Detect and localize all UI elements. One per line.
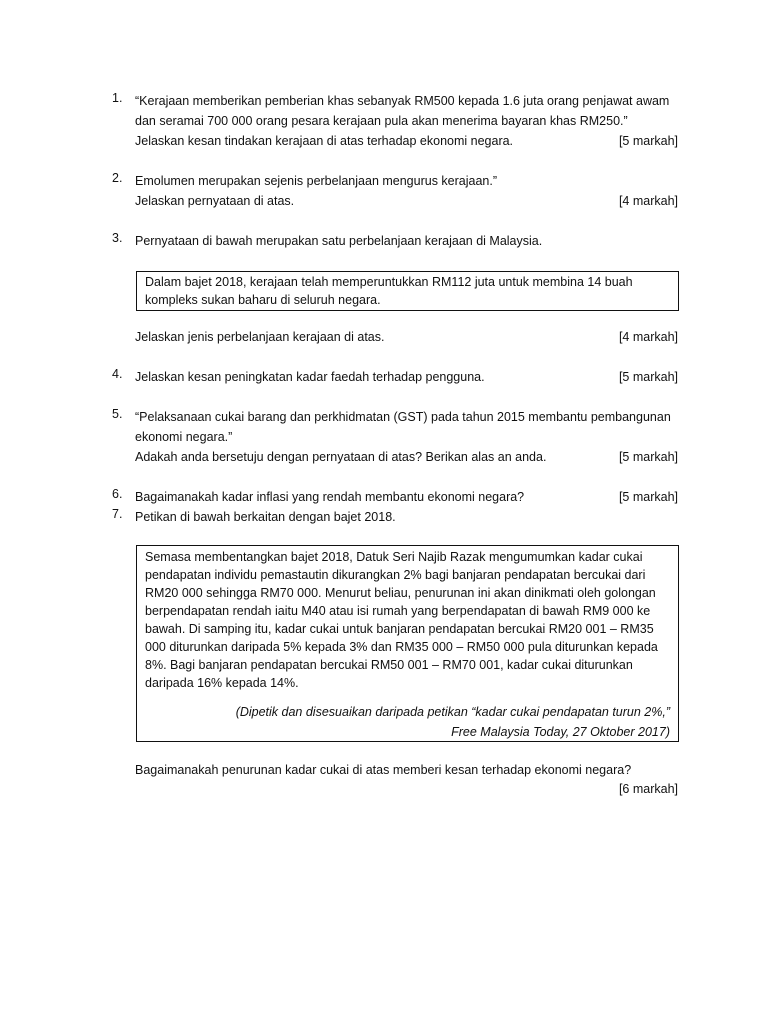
question-number: 7. (112, 507, 123, 521)
passage-line: RM20 000 sehingga RM70 000. Menurut beliau, penurunan ini akan dinikmati oleh golongan (145, 586, 656, 600)
passage-line: 8%. Bagi banjaran pendapatan bercukai RM50 001 – RM70 001, kadar cukai diturunkan (145, 658, 633, 672)
passage-source (236, 702, 670, 742)
marks-label: [5 markah] (618, 134, 678, 148)
statement-text: kompleks sukan baharu di seluruh negara. (145, 293, 381, 307)
question-prompt: Adakah anda bersetuju dengan pernyataan di atas? Berikan alas an anda. (135, 450, 547, 464)
passage-line: bawah. Di samping itu, kadar cukai untuk banjaran pendapatan bercukai RM20 001 – RM35 (145, 622, 654, 636)
question-number: 2. (112, 171, 123, 185)
question-number: 5. (112, 407, 123, 421)
question-number: 6. (112, 487, 123, 501)
source-citation: Free Malaysia Today, 27 Oktober 2017) (451, 725, 670, 739)
question-prompt: Jelaskan pernyataan di atas. (135, 194, 295, 208)
question-text: Petikan di bawah berkaitan dengan bajet 2018. (135, 510, 396, 524)
marks-label: [5 markah] (618, 370, 678, 384)
marks-label: [5 markah] (618, 450, 678, 464)
marks-label: [6 markah] (618, 782, 678, 796)
question-text: Emolumen merupakan sejenis perbelanjaan mengurus kerajaan.” (135, 174, 498, 188)
source-citation: (Dipetik dan disesuaikan daripada petikan “kadar cukai pendapatan turun 2%,” (235, 705, 670, 719)
question-number: 3. (112, 231, 123, 245)
statement-text: Dalam bajet 2018, kerajaan telah memperuntukkan RM112 juta untuk membina 14 buah (145, 275, 633, 289)
passage-line: berpendapatan rendah iaitu M40 atau isi rumah yang berpendapatan di bawah RM9 000 ke (145, 604, 651, 618)
question-prompt: Jelaskan kesan tindakan kerajaan di atas terhadap ekonomi negara. (135, 134, 514, 148)
question-prompt: Jelaskan jenis perbelanjaan kerajaan di atas. (135, 330, 385, 344)
question-text: dan seramai 700 000 orang pesara kerajaan pula akan menerima bayaran khas RM250.” (135, 114, 628, 128)
passage-line: 000 diturunkan daripada 5% kepada 3% dan RM35 000 – RM50 000 pula diturunkan kepada (145, 640, 658, 654)
passage-line: Semasa membentangkan bajet 2018, Datuk Seri Najib Razak mengumumkan kadar cukai (145, 550, 643, 564)
passage-line: daripada 16% kepada 14%. (145, 676, 299, 690)
question-text: Pernyataan di bawah merupakan satu perbelanjaan kerajaan di Malaysia. (135, 234, 543, 248)
marks-label: [4 markah] (618, 194, 678, 208)
question-number: 4. (112, 367, 123, 381)
question-prompt: Jelaskan kesan peningkatan kadar faedah terhadap pengguna. (135, 370, 485, 384)
passage-box (136, 545, 679, 742)
question-number: 1. (112, 91, 123, 105)
question-text: ekonomi negara.” (135, 430, 233, 444)
question-text: “Pelaksanaan cukai barang dan perkhidmatan (GST) pada tahun 2015 membantu pembangunan (135, 410, 671, 424)
statement-box (136, 271, 679, 311)
marks-label: [5 markah] (618, 490, 678, 504)
passage-line: pendapatan individu pemastautin dikurangkan 2% bagi banjaran pendapatan bercukai dari (145, 568, 646, 582)
question-prompt: Bagaimanakah kadar inflasi yang rendah membantu ekonomi negara? (135, 490, 525, 504)
marks-label: [4 markah] (618, 330, 678, 344)
question-prompt: Bagaimanakah penurunan kadar cukai di atas memberi kesan terhadap ekonomi negara? (135, 763, 632, 777)
question-text: “Kerajaan memberikan pemberian khas sebanyak RM500 kepada 1.6 juta orang penjawat awam (135, 94, 670, 108)
